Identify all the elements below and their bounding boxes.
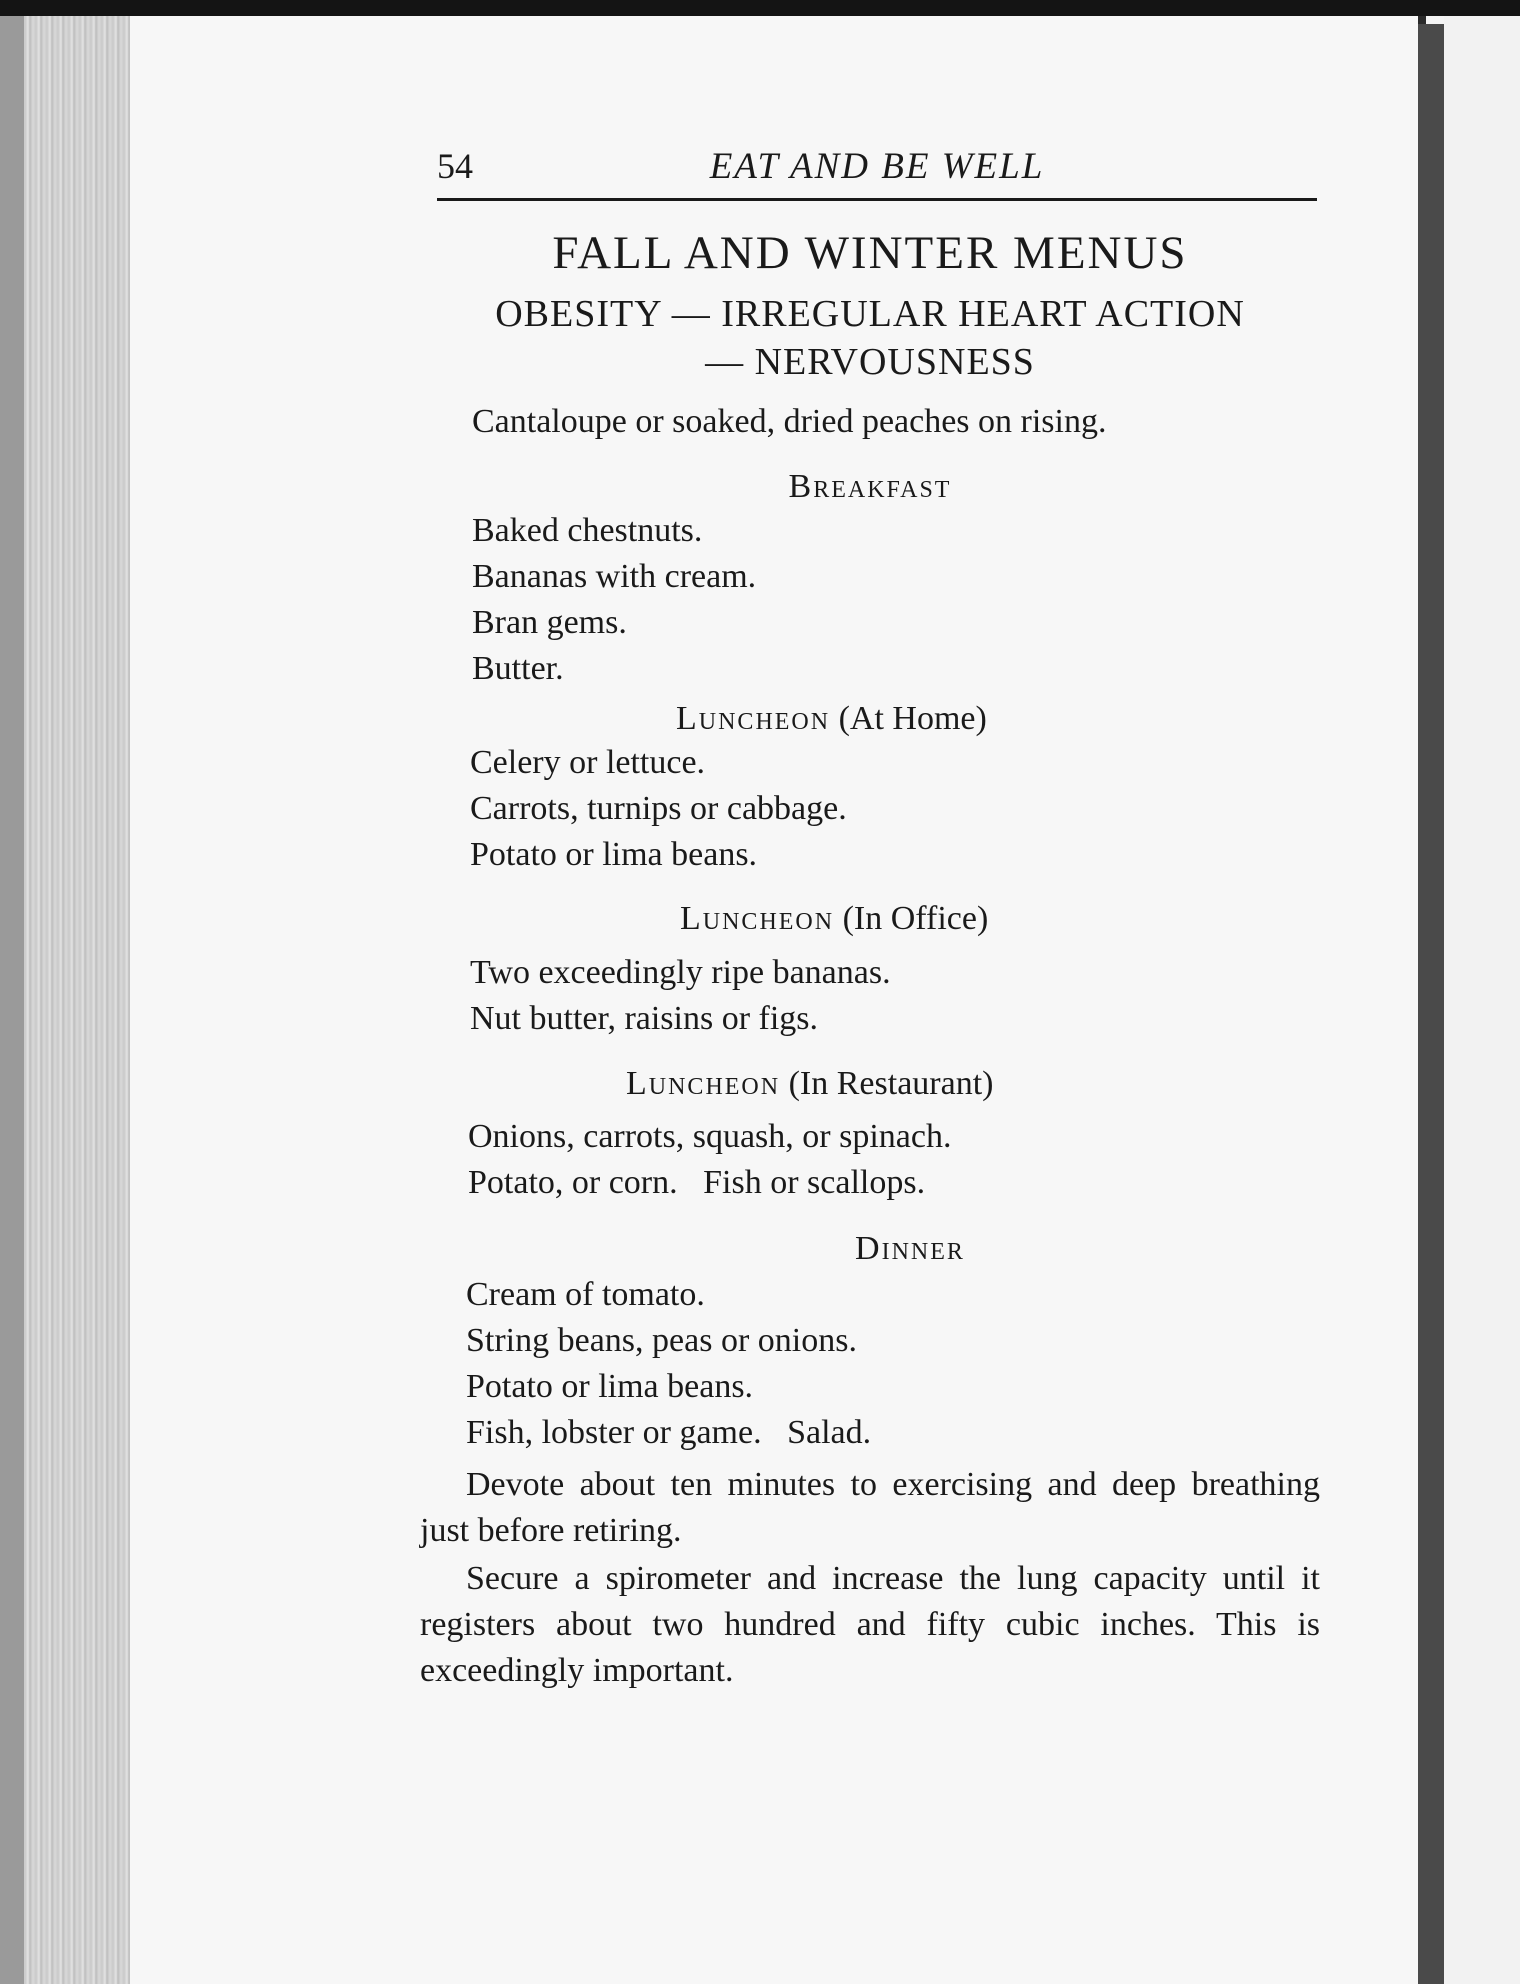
chapter-subtitle-line2: — NERVOUSNESS [705,341,1035,383]
book-cover-edge [0,0,24,1984]
luncheon-home-item: Carrots, turnips or cabbage. [470,790,847,827]
luncheon-office-item: Two exceedingly ripe bananas. [470,954,891,991]
breakfast-item: Baked chestnuts. [472,512,703,549]
luncheon-office-heading: Luncheon (In Office) [680,900,989,937]
luncheon-home-item: Celery or lettuce. [470,744,706,781]
dinner-item: Fish, lobster or game. Salad. [466,1414,872,1451]
on-rising-line: Cantaloupe or soaked, dried peaches on rising. [472,403,1107,440]
luncheon-office-item: Nut butter, raisins or figs. [470,1000,819,1037]
dinner-item: Cream of tomato. [466,1276,705,1313]
spirometer-paragraph: Secure a spirometer and increase the lung capacity until it registers about two hundred and fifty cubic inches. This is exceedingly important. [420,1560,1320,1689]
luncheon-restaurant-heading: Luncheon (In Restaurant) [626,1065,994,1102]
exercise-paragraph: Devote about ten minutes to exercising and deep breathing just before retiring. [420,1466,1320,1549]
breakfast-heading: Breakfast [788,468,952,505]
running-header [437,145,1317,195]
chapter-title: FALL AND WINTER MENUS [552,227,1188,279]
header-rule [437,198,1317,201]
scan-top-border [0,0,1520,16]
page-number: 54 [437,146,473,186]
facing-page-margin [1444,0,1520,1984]
luncheon-restaurant-item: Onions, carrots, squash, or spinach. [468,1118,952,1155]
book-gutter-shadow [1418,24,1444,1984]
breakfast-item: Butter. [472,650,564,687]
dinner-item: Potato or lima beans. [466,1368,754,1405]
running-title: EAT AND BE WELL [709,146,1045,187]
dinner-heading: Dinner [855,1230,965,1267]
breakfast-item: Bran gems. [472,604,627,641]
luncheon-restaurant-item: Potato, or corn. Fish or scallops. [468,1164,926,1201]
dinner-item: String beans, peas or onions. [466,1322,857,1359]
luncheon-home-heading: Luncheon (At Home) [676,700,987,737]
chapter-subtitle-line1: OBESITY — IRREGULAR HEART ACTION [495,293,1245,335]
breakfast-item: Bananas with cream. [472,558,757,595]
luncheon-home-item: Potato or lima beans. [470,836,758,873]
